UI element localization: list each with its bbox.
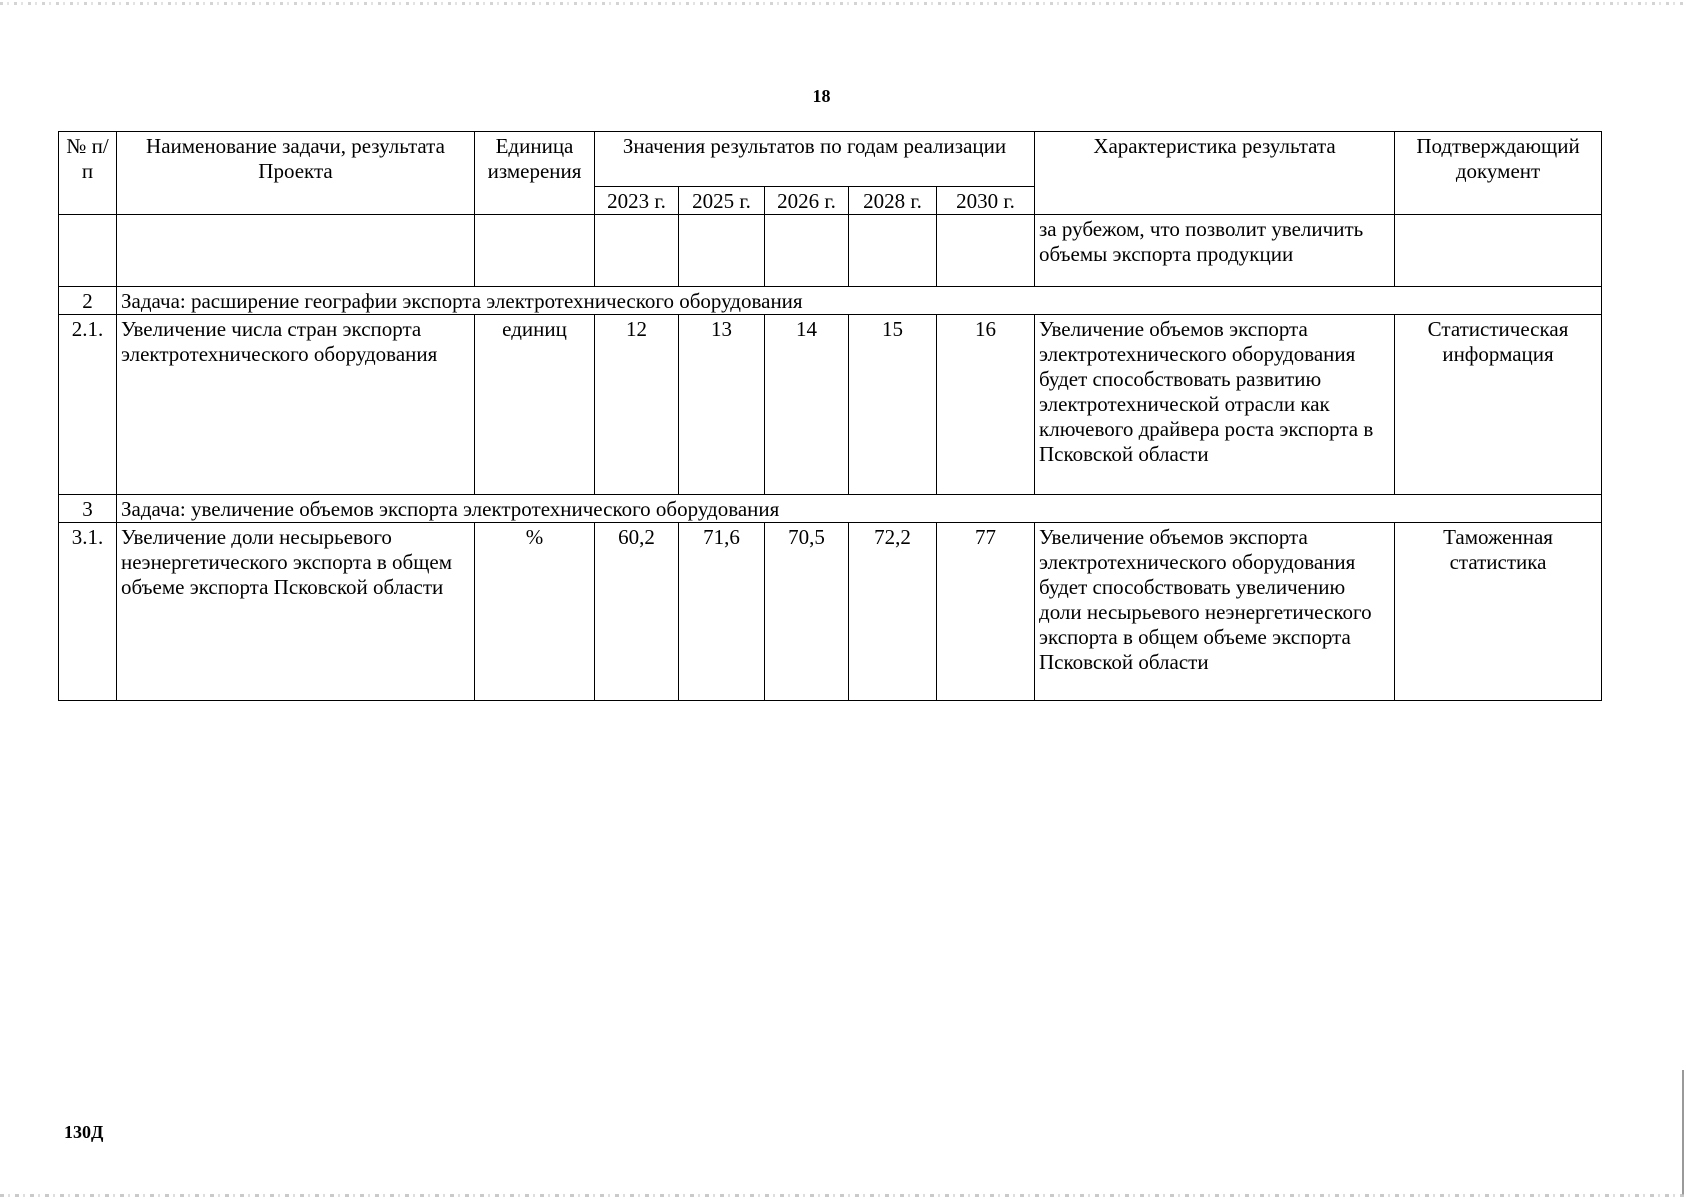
empty-cell [117, 215, 475, 287]
empty-cell [765, 215, 849, 287]
header-row [59, 132, 1602, 187]
header-document: Подтверждающий документ [1395, 132, 1602, 215]
result-value-2026: 14 [765, 315, 849, 495]
task-row [59, 287, 1602, 315]
result-num: 2.1. [59, 315, 117, 495]
task-num: 3 [59, 495, 117, 523]
result-value-2026: 70,5 [765, 523, 849, 701]
result-unit: единиц [475, 315, 595, 495]
footer-code: 130Д [64, 1122, 104, 1142]
header-num: № п/п [59, 132, 117, 215]
scan-edge-top [0, 2, 1686, 5]
continuation-row [59, 215, 1602, 287]
result-value-2025: 13 [679, 315, 765, 495]
task-row [59, 495, 1602, 523]
result-value-2030: 16 [937, 315, 1035, 495]
empty-cell [59, 215, 117, 287]
header-year: 2023 г. [595, 187, 679, 215]
result-name: Увеличение числа стран экспорта электротехнического оборудования [117, 315, 475, 495]
task-num: 2 [59, 287, 117, 315]
result-document: Статистическая информация [1395, 315, 1602, 495]
header-name: Наименование задачи, результата Проекта [117, 132, 475, 215]
empty-cell [679, 215, 765, 287]
empty-cell [849, 215, 937, 287]
empty-cell [1395, 215, 1602, 287]
header-characteristic: Характеристика результата [1035, 132, 1395, 215]
header-values-group: Значения результатов по годам реализации [595, 132, 1035, 187]
task-title: Задача: увеличение объемов экспорта электротехнического оборудования [117, 495, 1602, 523]
result-num: 3.1. [59, 523, 117, 701]
result-value-2028: 15 [849, 315, 937, 495]
empty-cell [937, 215, 1035, 287]
header-year: 2028 г. [849, 187, 937, 215]
page-number: 18 [812, 86, 831, 106]
scan-edge-right [1682, 1070, 1684, 1195]
result-value-2023: 60,2 [595, 523, 679, 701]
empty-cell [595, 215, 679, 287]
result-value-2030: 77 [937, 523, 1035, 701]
result-value-2025: 71,6 [679, 523, 765, 701]
header-year: 2026 г. [765, 187, 849, 215]
result-value-2028: 72,2 [849, 523, 937, 701]
result-value-2023: 12 [595, 315, 679, 495]
results-table [58, 131, 1602, 701]
result-characteristic: Увеличение объемов экспорта электротехнического оборудования будет способствовать развитию электротехнической отрасли как ключевого драйвера роста экспорта в Псковской области [1035, 315, 1395, 495]
empty-cell [475, 215, 595, 287]
result-characteristic: Увеличение объемов экспорта электротехнического оборудования будет способствовать увеличению доли несырьевого неэнергетического экспорта в общем объеме экспорта Псковской области [1035, 523, 1395, 701]
header-unit: Единица измерения [475, 132, 595, 215]
scan-edge-bottom [0, 1194, 1686, 1197]
header-year: 2030 г. [937, 187, 1035, 215]
continuation-characteristic: за рубежом, что позволит увеличить объемы экспорта продукции [1035, 215, 1395, 287]
result-unit: % [475, 523, 595, 701]
header-year: 2025 г. [679, 187, 765, 215]
result-name: Увеличение доли несырьевого неэнергетического экспорта в общем объеме экспорта Псковской области [117, 523, 475, 701]
result-document: Таможенная статистика [1395, 523, 1602, 701]
result-row [59, 523, 1602, 701]
result-row [59, 315, 1602, 495]
task-title: Задача: расширение географии экспорта электротехнического оборудования [117, 287, 1602, 315]
